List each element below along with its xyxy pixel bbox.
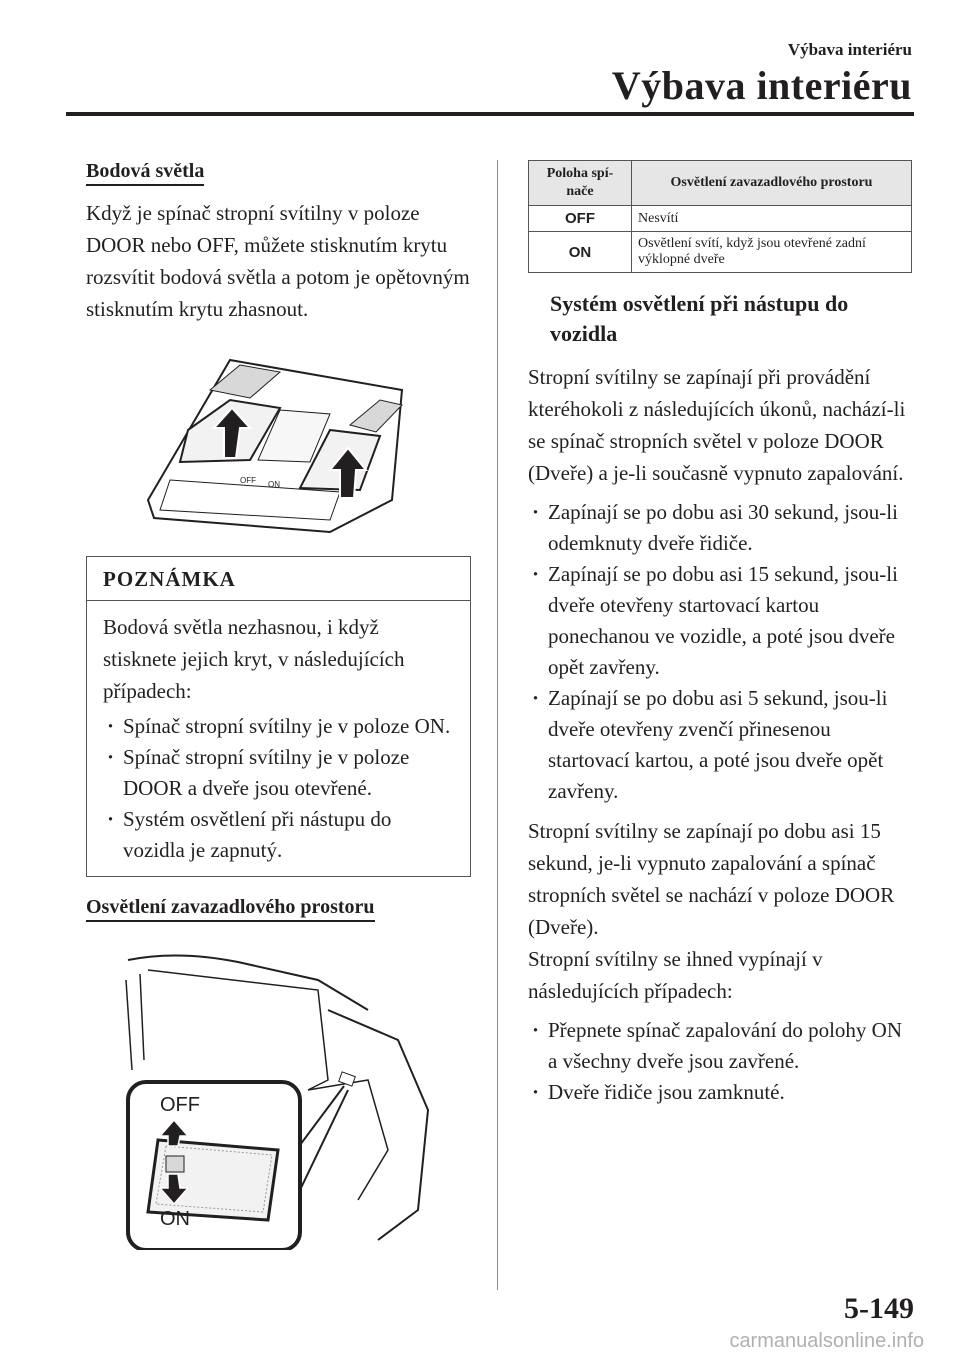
turn-off-item: · Přepnete spínač zapalování do polohy ON a všechny dveře jsou zavřené. bbox=[528, 1015, 912, 1077]
note-item: · Spínač stropní svítilny je v poloze ON. bbox=[103, 711, 454, 742]
after-ignition-text: Stropní svítilny se zapínají po dobu asi 15 sekund, je-li vypnuto zapalování a spínač stropních světel se nachází v poloze DOOR (Dveře). bbox=[528, 819, 895, 939]
note-item: · Systém osvětlení při nástupu do vozidla je zapnutý. bbox=[103, 804, 454, 866]
column-separator bbox=[497, 160, 498, 1290]
right-column bbox=[528, 160, 912, 1108]
entry-list-item: · Zapínají se po dobu asi 15 sekund, jsou-li dveře otevřeny startovací kartou ponechanou ve vozidle, a poté jsou dveře opět zavřeny. bbox=[528, 559, 912, 683]
note-body bbox=[87, 601, 470, 876]
table-col-light: Osvětlení zavazadlového prostoru bbox=[632, 161, 912, 206]
cargo-light-figure bbox=[118, 950, 448, 1250]
table-cell-position: OFF bbox=[529, 206, 632, 232]
entry-system-list bbox=[528, 497, 912, 807]
note-list bbox=[103, 711, 454, 866]
cargo-light-title: Osvětlení zavazadlového prostoru bbox=[86, 896, 375, 922]
entry-system-text: Stropní svítilny se zapínají při provádění kteréhokoli z následujících úkonů, nachází-li se spínač stropních světel v poloze DOOR (Dveře) a je-li současně vypnuto zapalování. bbox=[528, 365, 906, 485]
overhead-console-illustration bbox=[140, 350, 420, 540]
table-cell-description: Nesvítí bbox=[632, 206, 912, 232]
note-heading: POZNÁMKA bbox=[87, 557, 470, 601]
turn-off-list bbox=[528, 1015, 912, 1108]
watermark: carmanualsonline.info bbox=[729, 1330, 924, 1352]
table-col-switch: Poloha spí-nače bbox=[529, 161, 632, 206]
spot-lights-text: Když je spínač stropní svítilny v poloze DOOR nebo OFF, můžete stisknutím krytu rozsvítit bodová světla a potom je opětovným stisknutím krytu zhasnout. bbox=[86, 201, 470, 321]
cargo-light-table bbox=[528, 160, 912, 273]
table-cell-description: Osvětlení svítí, když jsou otevřené zadní výklopné dveře bbox=[632, 232, 912, 273]
table-cell-position: ON bbox=[529, 232, 632, 273]
overhead-console-figure bbox=[140, 350, 420, 540]
running-header-title: Výbava interiéru bbox=[611, 63, 912, 108]
entry-list-item: · Zapínají se po dobu asi 5 sekund, jsou-li dveře otevřeny zvenčí přinesenou startovací kartou, a poté jsou dveře opět zavřeny. bbox=[528, 683, 912, 807]
console-off-label: OFF bbox=[240, 476, 256, 485]
turn-off-item: · Dveře řidiče jsou zamknuté. bbox=[528, 1077, 912, 1108]
table-header-row bbox=[529, 161, 912, 206]
running-header-small: Výbava interiéru bbox=[787, 40, 912, 59]
entry-system-heading: Systém osvětlení při nástupu do vozidla bbox=[550, 291, 849, 346]
spot-lights-title: Bodová světla bbox=[86, 160, 204, 186]
page-number: 5-149 bbox=[844, 1292, 914, 1325]
table-row bbox=[529, 206, 912, 232]
left-column bbox=[86, 160, 471, 325]
note-box bbox=[86, 556, 471, 877]
cargo-off-label: OFF bbox=[160, 1094, 200, 1116]
console-on-label: ON bbox=[268, 480, 280, 489]
note-item: · Spínač stropní svítilny je v poloze DOOR a dveře jsou otevřené. bbox=[103, 742, 454, 804]
note-intro: Bodová světla nezhasnou, i když stisknete jejich kryt, v následujících případech: bbox=[103, 615, 405, 703]
cargo-on-label: ON bbox=[160, 1208, 190, 1230]
table-row bbox=[529, 232, 912, 273]
entry-list-item: · Zapínají se po dobu asi 30 sekund, jsou-li odemknuty dveře řidiče. bbox=[528, 497, 912, 559]
header-rule bbox=[66, 112, 914, 116]
cargo-section bbox=[86, 896, 471, 919]
turn-off-intro: Stropní svítilny se ihned vypínají v následujících případech: bbox=[528, 947, 823, 1003]
